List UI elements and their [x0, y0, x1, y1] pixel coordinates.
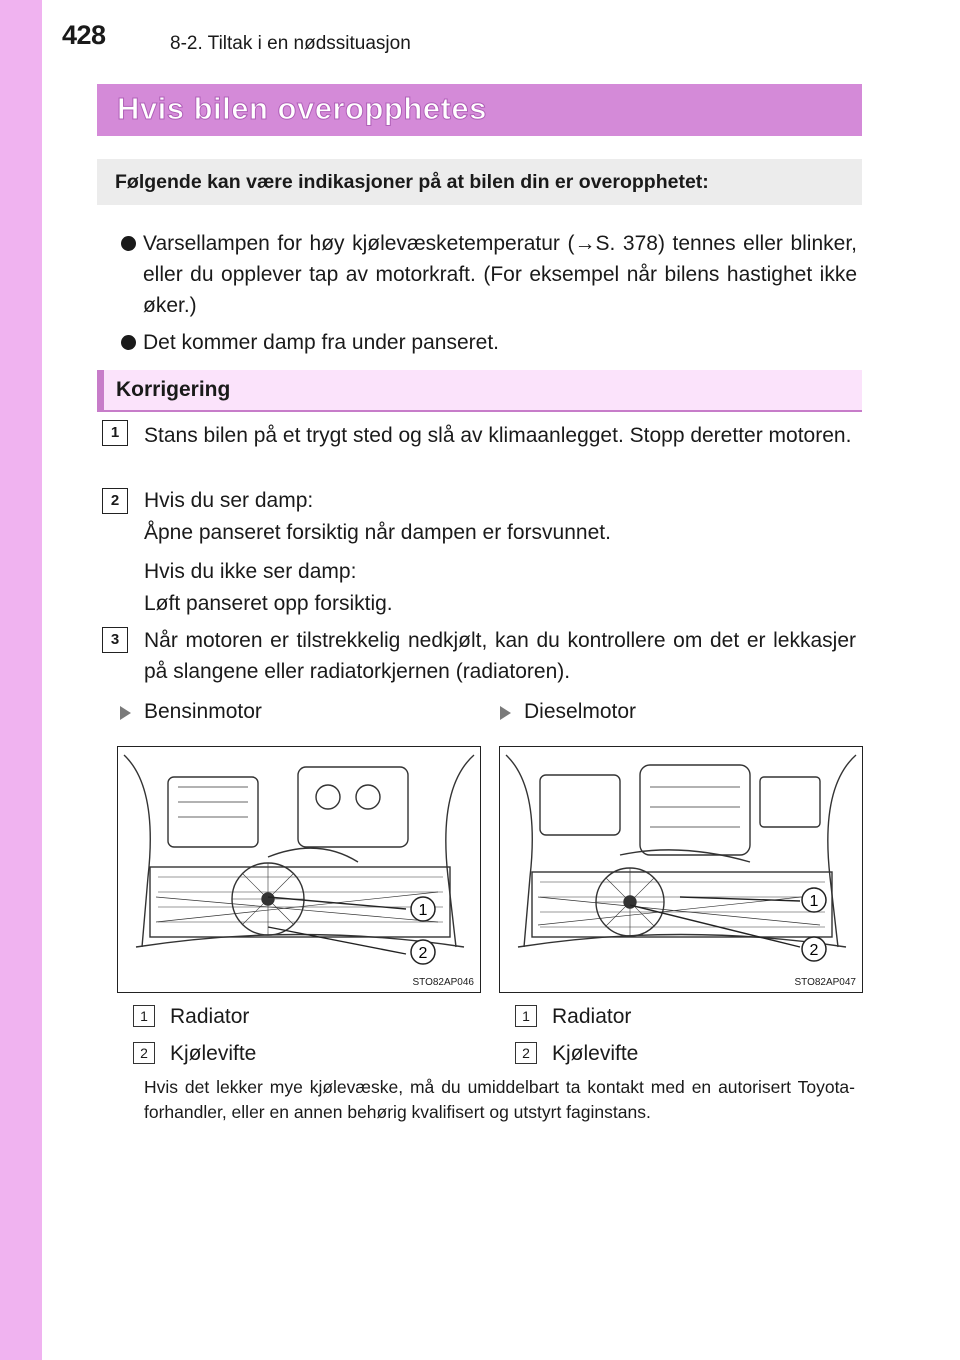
callout-1: 1	[809, 893, 819, 910]
step-text: Når motoren er tilstrekkelig nedkjølt, kan du kontrollere om det er lekkasjer på slangene eller radiatorkjernen (radiatoren).	[144, 629, 856, 683]
figure-code: STO82AP047	[794, 977, 856, 988]
figure-label-petrol: Bensinmotor	[144, 700, 262, 723]
section-title-bar	[97, 84, 862, 136]
step-number-badge: 2	[102, 488, 128, 514]
korrigering-accent	[97, 370, 104, 410]
step-number-badge: 3	[102, 627, 128, 653]
figure-label-diesel: Dieselmotor	[524, 700, 637, 723]
callout-2: 2	[418, 945, 428, 962]
indications-box	[97, 159, 862, 205]
engine-bay-illustration	[118, 747, 480, 992]
korrigering-title: Korrigering	[116, 378, 231, 401]
arrow-right-icon	[500, 706, 511, 720]
callout-1: 1	[418, 902, 428, 919]
section-title: Hvis bilen overopphetes	[117, 91, 487, 126]
list-item	[97, 327, 857, 358]
warning-note: Hvis det lekker mye kjølevæske, må du umiddelbart ta kontakt med en autorisert Toyota-forhandler, eller en annen behørig kvalifisert og utstyrt faginstans.	[144, 1077, 855, 1122]
bullet-icon	[121, 335, 136, 350]
korrigering-header	[97, 370, 862, 412]
bullet-icon	[121, 236, 136, 251]
list-item	[97, 228, 857, 321]
step-text: Stans bilen på et trygt sted og slå av klimaanlegget. Stopp deretter motoren.	[144, 424, 852, 447]
figure-code: STO82AP046	[412, 977, 474, 988]
chapter-header: 8-2. Tiltak i en nødssituasjon	[170, 33, 411, 54]
indications-title: Følgende kan være indikasjoner på at bilen din er overopphetet:	[115, 171, 709, 193]
step-line: Løft panseret opp forsiktig.	[144, 592, 393, 615]
step-line: Hvis du ikke ser damp:	[144, 560, 357, 583]
indications-list	[97, 228, 857, 364]
legend-text: Radiator	[170, 1005, 250, 1028]
legend-text: Kjølevifte	[552, 1042, 639, 1065]
legend-number-badge: 2	[133, 1042, 155, 1064]
step-line: Åpne panseret forsiktig når dampen er forsvunnet.	[144, 521, 611, 544]
arrow-right-icon	[120, 706, 131, 720]
callout-2: 2	[809, 942, 819, 959]
side-color-strip	[0, 0, 42, 1360]
step-line: Hvis du ser damp:	[144, 489, 314, 512]
legend-number-badge: 1	[515, 1005, 537, 1027]
page-number: 428	[62, 20, 106, 50]
list-item-text: Det kommer damp fra under panseret.	[143, 331, 499, 354]
legend-text: Radiator	[552, 1005, 632, 1028]
list-item-text: Varsellampen for høy kjølevæsketemperatur (→S. 378) tennes eller blinker, eller du opplever tap av motorkraft. (For eksempel når bilens hastighet ikke øker.)	[143, 232, 857, 317]
engine-bay-illustration	[500, 747, 862, 992]
legend-number-badge: 2	[515, 1042, 537, 1064]
step-number-badge: 1	[102, 420, 128, 446]
engine-figure-petrol	[117, 746, 481, 993]
legend-text: Kjølevifte	[170, 1042, 257, 1065]
legend-number-badge: 1	[133, 1005, 155, 1027]
engine-figure-diesel	[499, 746, 863, 993]
